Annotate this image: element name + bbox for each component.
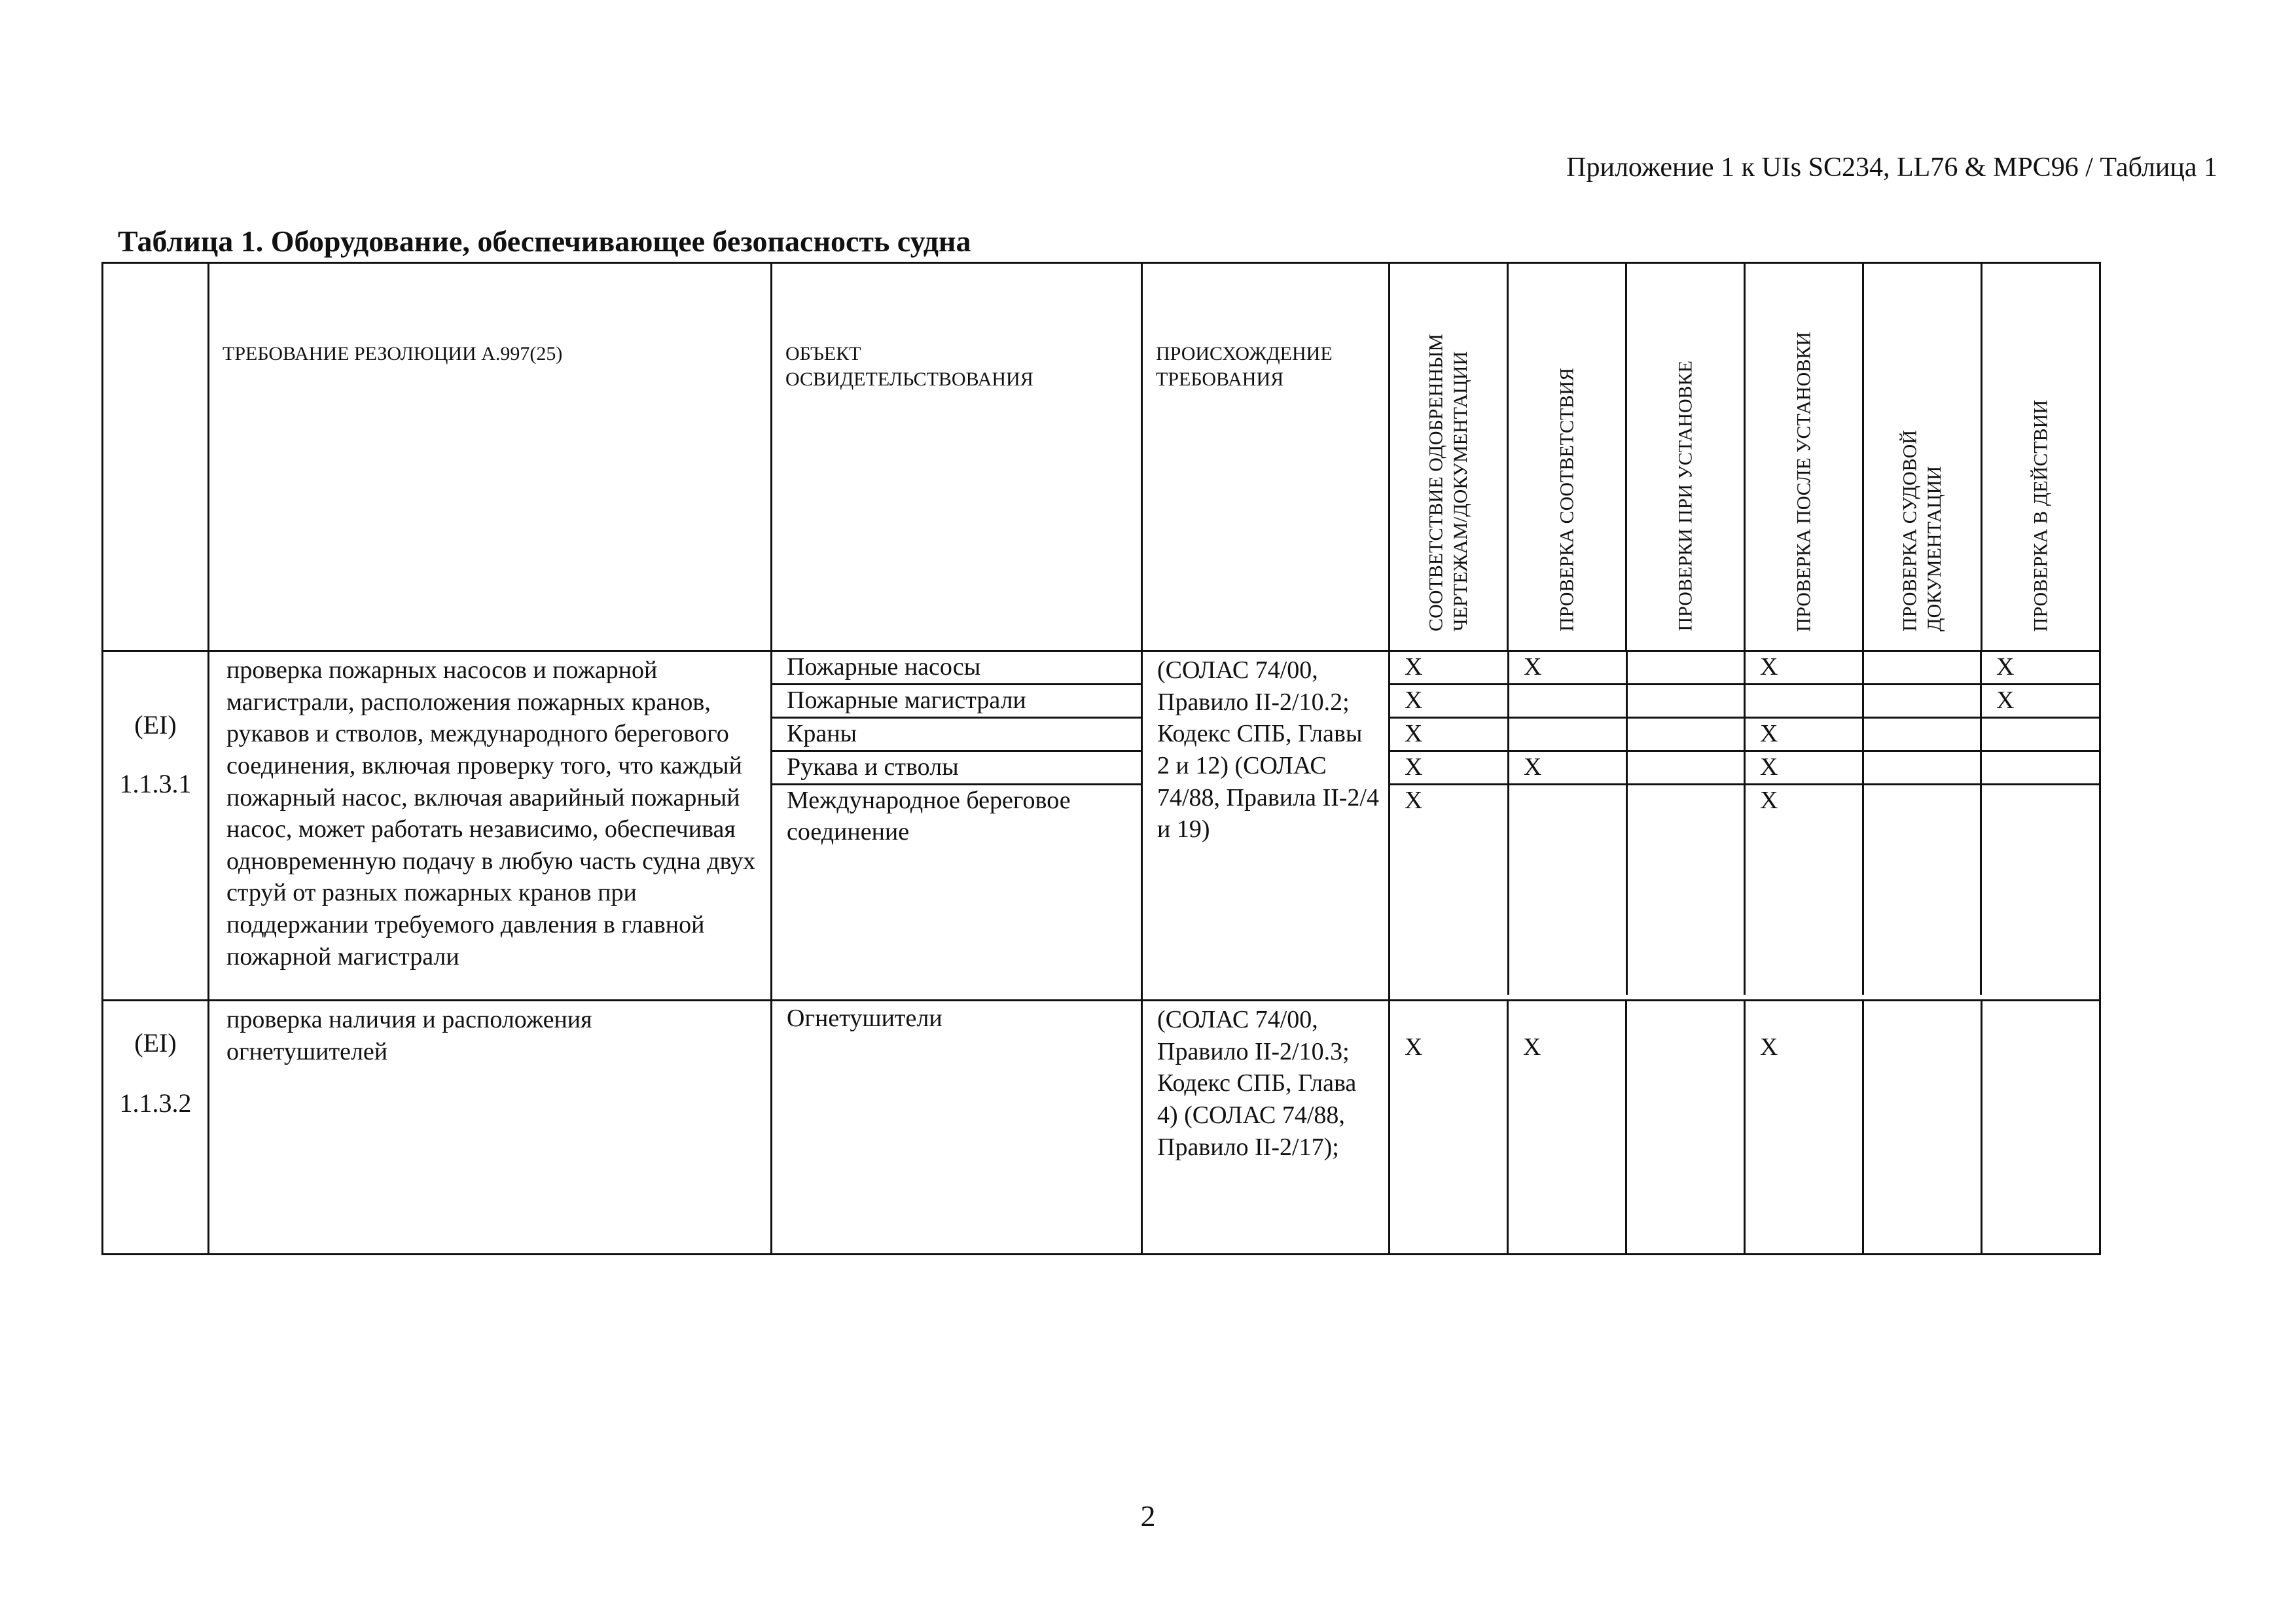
check-mark: X <box>1405 787 1423 814</box>
mark-cell <box>1509 751 1627 785</box>
mark-cell <box>1863 1001 1982 1255</box>
table-title: Таблица 1. Оборудование, обеспечивающее безопасность судна <box>118 224 971 258</box>
mark-cell <box>1390 652 1509 685</box>
requirement-cell: проверка наличия и расположения огнетушителей <box>209 1001 772 1255</box>
check-mark: X <box>1524 653 1542 681</box>
item-cell <box>103 1001 209 1255</box>
mark-cell <box>1390 751 1509 785</box>
vheader-line: ПРОВЕРКА ПОСЛЕ УСТАНОВКИ <box>1793 331 1815 632</box>
vheader-line: ПРОВЕРКИ ПРИ УСТАНОВКЕ <box>1674 361 1696 632</box>
header-object-label: ОБЪЕКТ ОСВИДЕТЕЛЬСТВОВАНИЯ <box>785 343 1033 390</box>
survey-type: (EI) <box>134 710 177 740</box>
mark-cell <box>1626 1001 1745 1255</box>
mark-cell <box>1626 751 1745 785</box>
header-check-installation <box>1626 263 1745 651</box>
origin-cell: (СОЛАС 74/00, Правило II-2/10.3; Кодекс СПБ, Глава 4) (СОЛАС 74/88, Правило II-2/17); <box>1142 1001 1390 1255</box>
header-check-operation <box>1982 263 2100 651</box>
header-object <box>772 263 1142 651</box>
survey-type: (EI) <box>134 1028 177 1058</box>
running-head: Приложение 1 к UIs SC234, LL76 & MPC96 / Таблица 1 <box>1566 152 2217 183</box>
header-requirement: ТРЕБОВАНИЕ РЕЗОЛЮЦИИ А.997(25) <box>209 263 772 651</box>
mark-cell <box>1981 685 2100 718</box>
header-origin <box>1142 263 1390 651</box>
check-mark: X <box>1996 687 2015 714</box>
item-cell <box>103 651 209 1001</box>
header-origin-label: ПРОИСХОЖДЕНИЕ ТРЕБОВАНИЯ <box>1156 343 1333 390</box>
check-mark: X <box>1405 653 1423 681</box>
object-name: Краны <box>772 718 1141 751</box>
mark-cell <box>1745 785 1863 995</box>
mark-cell <box>1863 685 1981 718</box>
check-mark: X <box>1760 753 1778 781</box>
mark-cell <box>1863 751 1981 785</box>
check-mark: X <box>1760 720 1778 747</box>
header-check-after-installation <box>1745 263 1863 651</box>
header-check-ship-documentation <box>1863 263 1982 651</box>
mark-cell <box>1863 652 1981 685</box>
check-mark: X <box>1760 1033 1778 1061</box>
mark-cell <box>1509 652 1627 685</box>
mark-cell <box>1745 1001 1863 1255</box>
check-mark: X <box>1405 687 1423 714</box>
mark-cell <box>1626 785 1745 995</box>
check-mark: X <box>1524 753 1542 781</box>
marks-grid <box>1390 652 2099 995</box>
mark-cell <box>1745 718 1863 751</box>
object-name: Пожарные магистрали <box>772 685 1141 718</box>
mark-cell <box>1981 785 2100 995</box>
mark-cell <box>1981 751 2100 785</box>
mark-cell <box>1981 652 2100 685</box>
check-mark: X <box>1760 653 1778 681</box>
mark-cell <box>1509 718 1627 751</box>
object-name: Пожарные насосы <box>772 652 1141 685</box>
check-mark: X <box>1523 1033 1541 1061</box>
marks-cell <box>1390 651 2100 1001</box>
mark-cell <box>1863 718 1981 751</box>
object-list <box>772 652 1141 995</box>
check-mark: X <box>1405 753 1423 781</box>
item-number: 1.1.3.1 <box>119 769 192 798</box>
mark-cell <box>1626 652 1745 685</box>
mark-cell <box>1390 785 1509 995</box>
mark-cell <box>1390 718 1509 751</box>
vheader-line: ПРОВЕРКА СУДОВОЙ <box>1899 430 1921 632</box>
check-mark: X <box>1996 653 2015 681</box>
mark-cell <box>1509 785 1627 995</box>
mark-cell <box>1982 1001 2100 1255</box>
table-header-row <box>103 263 2100 651</box>
item-number: 1.1.3.2 <box>119 1088 192 1118</box>
mark-cell <box>1745 751 1863 785</box>
mark-cell <box>1626 718 1745 751</box>
requirement-cell: проверка пожарных насосов и пожарной магистрали, расположения пожарных кранов, рукавов и стволов, международного берегового соединения, включая проверку того, что каждый пожарный насос, включая аварийный пожарный насос, может работать независимо, обеспечивая одновременную подачу в любую часть судна двух струй от разных пожарных кранов при поддержании требуемого давления в главной пожарной магистрали <box>209 651 772 1001</box>
vheader-line: СООТВЕТСТВИЕ ОДОБРЕННЫМ <box>1425 334 1447 632</box>
mark-cell <box>1981 718 2100 751</box>
origin-cell: (СОЛАС 74/00, Правило II-2/10.2; Кодекс СПБ, Главы 2 и 12) (СОЛАС 74/88, Правила II-2/4 и 19) <box>1142 651 1390 1001</box>
table-row <box>103 651 2100 1001</box>
mark-cell <box>1508 1001 1626 1255</box>
vheader-line: ПРОВЕРКА В ДЕЙСТВИИ <box>2030 399 2052 632</box>
mark-cell <box>1390 685 1509 718</box>
vheader-line: ДОКУМЕНТАЦИИ <box>1924 466 1945 632</box>
vheader-line: ПРОВЕРКА СООТВЕТСТВИЯ <box>1556 368 1578 632</box>
header-check-conformity <box>1508 263 1626 651</box>
equipment-table <box>101 262 2101 1255</box>
check-mark: X <box>1405 1033 1423 1061</box>
object-name: Огнетушители <box>772 1001 1142 1255</box>
header-item-cell <box>103 263 209 651</box>
object-cell <box>772 651 1142 1001</box>
vheader-line: ЧЕРТЕЖАМ/ДОКУМЕНТАЦИИ <box>1450 351 1471 632</box>
check-mark: X <box>1760 787 1778 814</box>
table-row <box>103 1001 2100 1255</box>
object-name: Международное береговое соединение <box>787 787 1071 846</box>
mark-cell <box>1745 652 1863 685</box>
object-name: Рукава и стволы <box>772 751 1141 785</box>
header-check-approved-drawings <box>1390 263 1508 651</box>
mark-cell <box>1390 1001 1508 1255</box>
mark-cell <box>1509 685 1627 718</box>
page-number: 2 <box>1140 1499 1156 1533</box>
mark-cell <box>1863 785 1981 995</box>
check-mark: X <box>1405 720 1423 747</box>
mark-cell <box>1626 685 1745 718</box>
mark-cell <box>1745 685 1863 718</box>
